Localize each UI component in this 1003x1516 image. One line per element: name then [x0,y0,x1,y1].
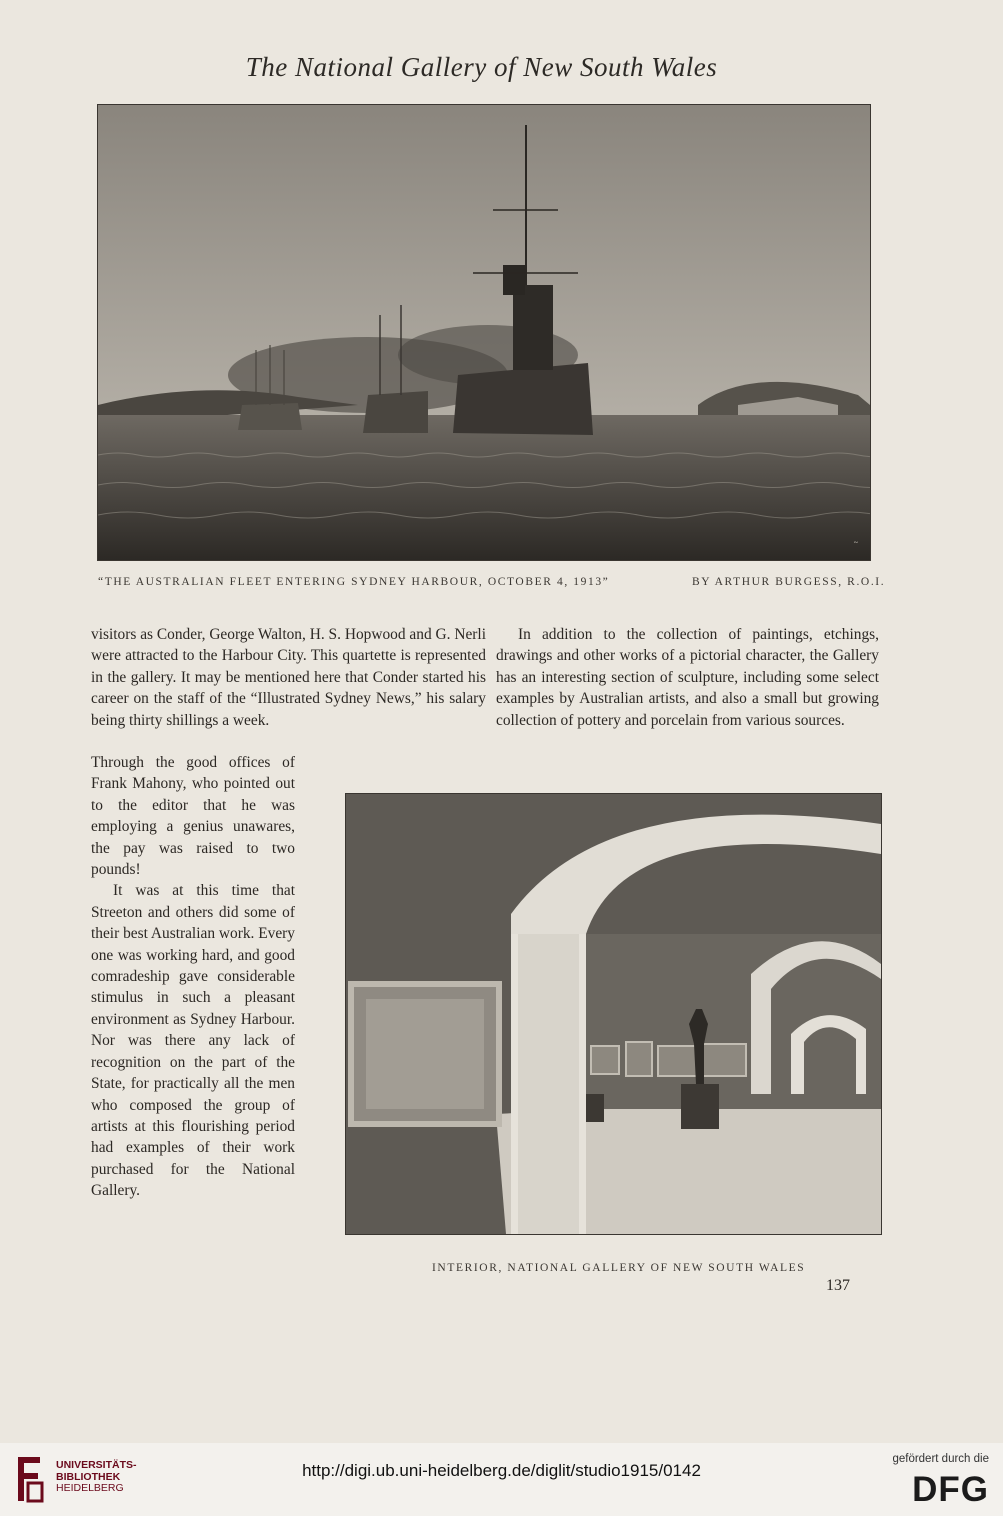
funded-by-label: gefördert durch die [892,1453,989,1465]
running-header: The National Gallery of New South Wales [245,52,718,82]
footer-bar [0,1443,1003,1516]
collection-paragraph: In addition to the collection of paintings, etchings, drawings and other works of a pictorial character, the Gallery has an interesting section of sculpture, including some select examples by Australian artists, and also a small but growing collection of pottery and porcelain from various sources. [496,626,879,729]
gallery-interior-image [345,793,882,1235]
mahony-paragraph: Through the good offices of Frank Mahony, who pointed out to the editor that he was employing a genius unawares, the pay was raised to two pounds! [91,754,295,879]
page-number: 137 [826,1277,850,1294]
right-column-text [496,624,879,731]
library-name-line1: UNIVERSITÄTS- [56,1459,137,1471]
fleet-painting-caption: “THE AUSTRALIAN FLEET ENTERING SYDNEY HARBOUR, OCTOBER 4, 1913” [98,576,610,588]
left-column-paragraph: visitors as Conder, George Walton, H. S. Hopwood and G. Nerli were attracted to the Harbour City. This quartette is represented in the gallery. It may be mentioned here that Conder started his career on the staff of the “Illustrated Sydney News,” his salary being thirty shillings a week. [91,626,486,729]
dfg-logo: DFG [912,1470,989,1509]
library-name-line2: BIBLIOTHEK [56,1470,121,1483]
svg-text:~: ~ [853,538,858,547]
gallery-interior-illustration [346,794,881,1234]
fleet-painting-image [97,104,871,561]
left-column-narrow-text [91,752,295,1202]
fleet-painting-illustration [98,105,870,560]
library-name-line3: HEIDELBERG [56,1482,124,1494]
streeton-paragraph: It was at this time that Streeton and others did some of their best Australian work. Every one was working hard, and good comradeship gave considerable stimulus in such a pleasant environment as Sydney Harbour. Nor was there any lack of recognition on the part of the State, for practically all the men who composed the group of artists at this flourishing period had examples of their work purchased for the National Gallery. [91,882,295,1200]
fleet-painting-credit: BY ARTHUR BURGESS, R.O.I. [692,576,886,588]
gallery-interior-caption: INTERIOR, NATIONAL GALLERY OF NEW SOUTH WALES [432,1262,806,1274]
source-url[interactable]: http://digi.ub.uni-heidelberg.de/diglit/studio1915/0142 [302,1461,701,1480]
left-column-top-text [91,624,486,731]
